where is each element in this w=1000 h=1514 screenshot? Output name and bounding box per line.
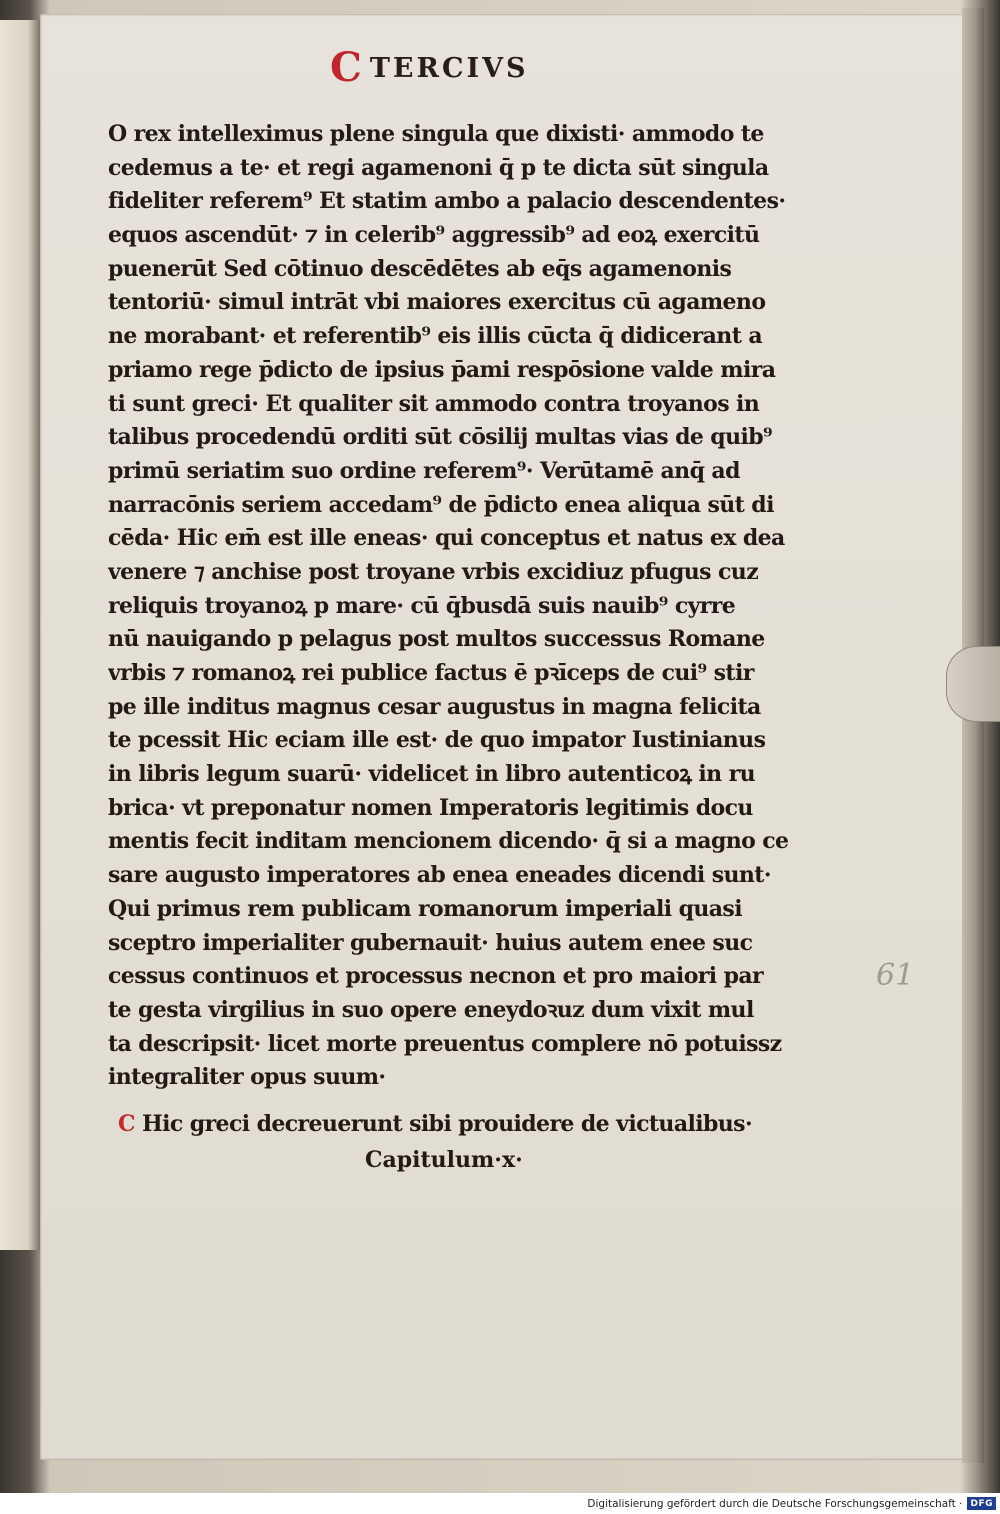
chapter-heading-text: Hic greci decreuerunt sibi prouidere de victualibus· [141,1111,753,1137]
text-line: in libris legum suarū· videlicet in libro autenticoꝝ in ru [108,761,755,788]
text-line: fideliter referem⁹ Et statim ambo a palacio descendentes· [108,188,786,215]
main-text-block [108,118,792,1095]
text-line: tentoriū· simul intrāt vbi maiores exercitus cū agameno [108,289,766,316]
text-line: cēda· Hic em̄ est ille eneas· qui conceptus et natus ex dea [108,525,785,552]
text-line: priamo rege p̄dicto de ipsius p̄ami respōsione valde mira [108,356,776,383]
previous-page-edge [0,20,40,1250]
text-line: sceptro imperialiter gubernauit· huius autem enee suc [108,929,753,956]
footer-bar [0,1493,1000,1514]
dfg-logo-icon: DFG [967,1497,996,1510]
text-line: equos ascendūt· ⁊ in celerib⁹ aggressib⁹ ad eoꝝ exercitū [108,222,760,249]
text-line: puenerūt Sed cōtinuo descēdētes ab eq̄s agamenonis [108,255,732,282]
running-head-title: TERCIVS [369,52,529,84]
previous-page-bleed [0,190,28,1240]
text-line: brica· vt preponatur nomen Imperatoris legitimis docu [108,794,753,821]
text-line: pe ille inditus magnus cesar augustus in magna felicita [108,693,761,720]
text-line: ne morabant· et referentib⁹ eis illis cūcta q̄ didicerant a [108,323,762,350]
text-line: Qui primus rem publicam romanorum imperiali quasi [108,895,742,922]
text-line: talibus procedendū orditi sūt cōsilij multas vias de quib⁹ [108,424,773,451]
text-line: O rex intelleximus plene singula que dixisti· ammodo te [108,121,764,147]
margin-folio-note: 61 [876,958,915,993]
text-line: narracōnis seriem accedam⁹ de p̄dicto enea aliqua sūt di [108,491,774,518]
chapter-title: Capitulum·x· [365,1147,523,1173]
text-line: cedemus a te· et regi agamenoni q̄ p te dicta sūt singula [108,154,769,181]
text-line: reliquis troyanoꝝ p mare· cū q̄busdā suis nauib⁹ cyrre [108,592,736,619]
footer-funding-text: Digitalisierung gefördert durch die Deutsche Forschungsgemeinschaft · [587,1497,963,1510]
text-line: cessus continuos et processus necnon et pro maiori par [108,963,764,990]
chapter-heading [118,1106,798,1142]
text-line: te pcessit Hic eciam ille est· de quo impator Iustinianus [108,727,766,754]
chapter-rubric: C [118,1111,135,1137]
text-line: ta descripsit· licet morte preuentus complere nō potuissz [108,1030,782,1057]
text-line: mentis fecit inditam mencionem dicendo· q̄ si a magno ce [108,828,789,855]
text-line: venere ⁊ anchise post troyane vrbis excidiuz pfugus cuz [108,558,759,585]
text-line: primū seriatim suo ordine referem⁹· Verūtamē anq̄ ad [108,457,740,484]
book-clip-tab [946,646,1000,722]
text-line: ti sunt greci· Et qualiter sit ammodo contra troyanos in [108,390,760,417]
text-line: integraliter opus suum· [108,1064,386,1091]
text-line: te gesta virgilius in suo opere eneydoꝛuz dum vixit mul [108,996,754,1023]
text-line: vrbis ⁊ romanoꝝ rei publice factus ē pꝛīceps de cui⁹ stir [108,660,754,686]
page-stack-edge [962,8,984,1463]
text-line: nū nauigando p pelagus post multos successus Romane [108,626,765,653]
running-head-rubric: C [330,44,362,91]
running-head [330,46,529,90]
text-line: sare augusto imperatores ab enea eneades dicendi sunt· [108,862,771,889]
